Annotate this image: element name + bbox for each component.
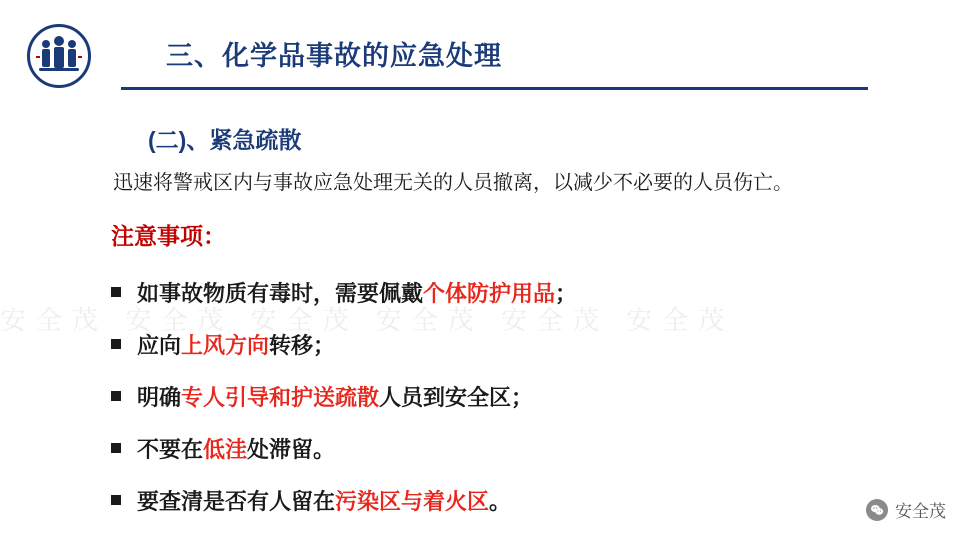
list-item [111, 370, 911, 422]
list-item-text: 如事故物质有毒时，需要佩戴个体防护用品； [137, 280, 578, 306]
wechat-icon [866, 499, 888, 521]
list-item [111, 318, 911, 370]
slide-header [0, 0, 960, 108]
square-bullet-icon [111, 287, 121, 297]
list-item-text: 要查清是否有人留在污染区与着火区。 [137, 488, 512, 514]
list-item-text: 不要在低洼处滞留。 [137, 436, 336, 462]
notes-title: 注意事项： [111, 223, 226, 249]
section-title: (二)、紧急疏散 [148, 127, 302, 153]
people-group-circle-icon [27, 24, 91, 88]
list-item-text: 应向上风方向转移； [137, 332, 336, 358]
list-item [111, 422, 911, 474]
square-bullet-icon [111, 339, 121, 349]
list-item [111, 474, 911, 526]
square-bullet-icon [111, 391, 121, 401]
slide-body [0, 108, 960, 540]
watermark-text: 安全茂 安全茂 安全茂 安全茂 安全茂 安全茂 [0, 305, 735, 335]
header-divider [121, 87, 868, 90]
list-item-text: 明确专人引导和护送疏散人员到安全区； [137, 384, 534, 410]
list-item [111, 266, 911, 318]
lead-paragraph: 迅速将警戒区内与事故应急处理无关的人员撤离，以减少不必要的人员伤亡。 [113, 172, 793, 194]
wechat-account-name: 安全茂 [895, 502, 946, 521]
page-title: 三、化学品事故的应急处理 [166, 41, 502, 71]
bullet-list [111, 266, 911, 526]
square-bullet-icon [111, 495, 121, 505]
square-bullet-icon [111, 443, 121, 453]
wechat-account-badge [866, 497, 946, 522]
